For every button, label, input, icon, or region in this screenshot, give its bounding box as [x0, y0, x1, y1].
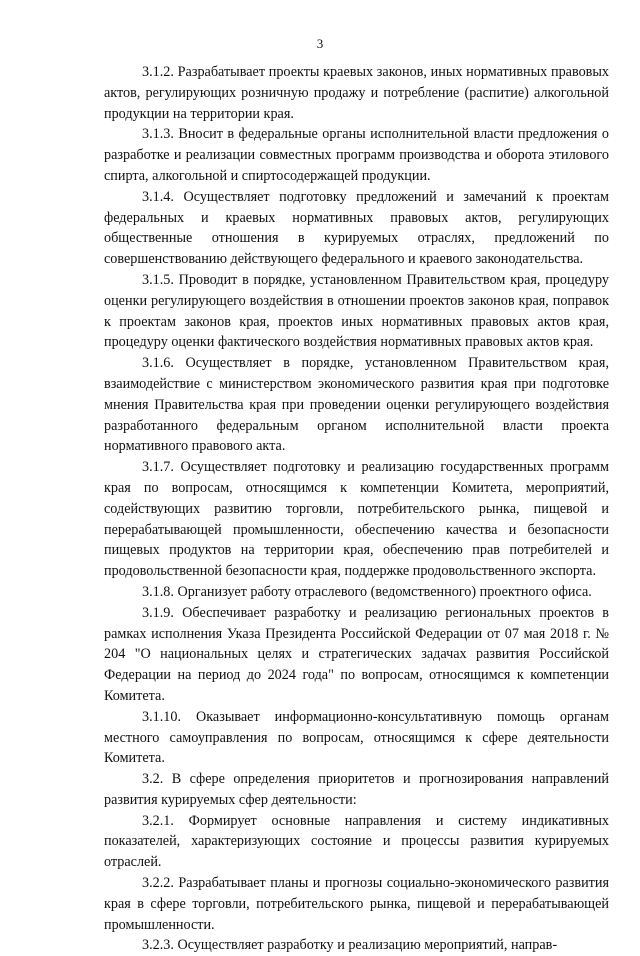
page-number: 3	[316, 36, 324, 51]
paragraph-3-2-2: 3.2.2. Разрабатывает планы и прогнозы социально-экономического развития края в сфере торговли, потребительского рынка, пищевой и перерабатывающей промышленности.	[104, 875, 609, 933]
paragraph-3-1-3: 3.1.3. Вносит в федеральные органы исполнительной власти предложения о разработке и реализации совместных программ производства и оборота этилового спирта, алкогольной и спиртосодержащей продукции.	[104, 126, 609, 184]
paragraph-3-2: 3.2. В сфере определения приоритетов и прогнозирования направлений развития курируемых сфер деятельности:	[104, 771, 609, 808]
paragraph-3-1-2: 3.1.2. Разрабатывает проекты краевых законов, иных нормативных правовых актов, регулирующих розничную продажу и потребление (распитие) алкогольной продукции на территории края.	[104, 64, 609, 122]
paragraph-3-2-3: 3.2.3. Осуществляет разработку и реализацию мероприятий, направ-	[142, 937, 558, 954]
paragraph-3-2-1: 3.2.1. Формирует основные направления и систему индикативных показателей, характеризующих состояние и процессы развития курируемых отраслей.	[104, 812, 609, 871]
paragraph-3-1-9: 3.1.9. Обеспечивает разработку и реализацию региональных проектов в рамках исполнения Указа Президента Российской Федерации от 07 мая 2018 г. № 204 "О национальных целях и стратегических задачах развития Российской Федерации на период до 2024 года" по вопросам, относящимся к компетенции Комитета.	[104, 604, 609, 704]
paragraph-3-1-7: 3.1.7. Осуществляет подготовку и реализацию государственных программ края по вопросам, относящимся к компетенции Комитета, мероприятий, содействующих развитию торговли, потребительского рынка, пищевой и перерабатывающей промышленности, обеспечению качества и безопасности пищевых продуктов на территории края, обеспечению прав потребителей и продовольственной безопасности края, поддержке продовольственного экспорта.	[104, 459, 609, 580]
paragraph-3-1-4: 3.1.4. Осуществляет подготовку предложений и замечаний к проектам федеральных и краевых нормативных правовых актов, регулирующих общественные отношения в курируемых отраслях, предложений по совершенствованию действующего федерального и краевого законодательства.	[104, 188, 609, 268]
paragraph-3-1-8: 3.1.8. Организует работу отраслевого (ведомственного) проектного офиса.	[142, 583, 592, 600]
paragraph-3-1-6: 3.1.6. Осуществляет в порядке, установленном Правительством края, взаимодействие с министерством экономического развития края при подготовке мнения Правительства края при проведении оценки регулирующего воздействия разработанного федеральным органом исполнительной власти проекта нормативного правового акта.	[104, 355, 609, 455]
paragraph-3-1-10: 3.1.10. Оказывает информационно-консультативную помощь органам местного самоуправления по вопросам, относящимся к сфере деятельности Комитета.	[104, 708, 609, 767]
paragraph-3-1-5: 3.1.5. Проводит в порядке, установленном Правительством края, процедуру оценки регулирующего воздействия в отношении проектов законов края, поправок к проектам законов края, проектов иных нормативных правовых актов края, процедуру оценки фактического воздействия нормативных правовых актов края.	[104, 271, 609, 351]
document-body	[104, 62, 609, 956]
